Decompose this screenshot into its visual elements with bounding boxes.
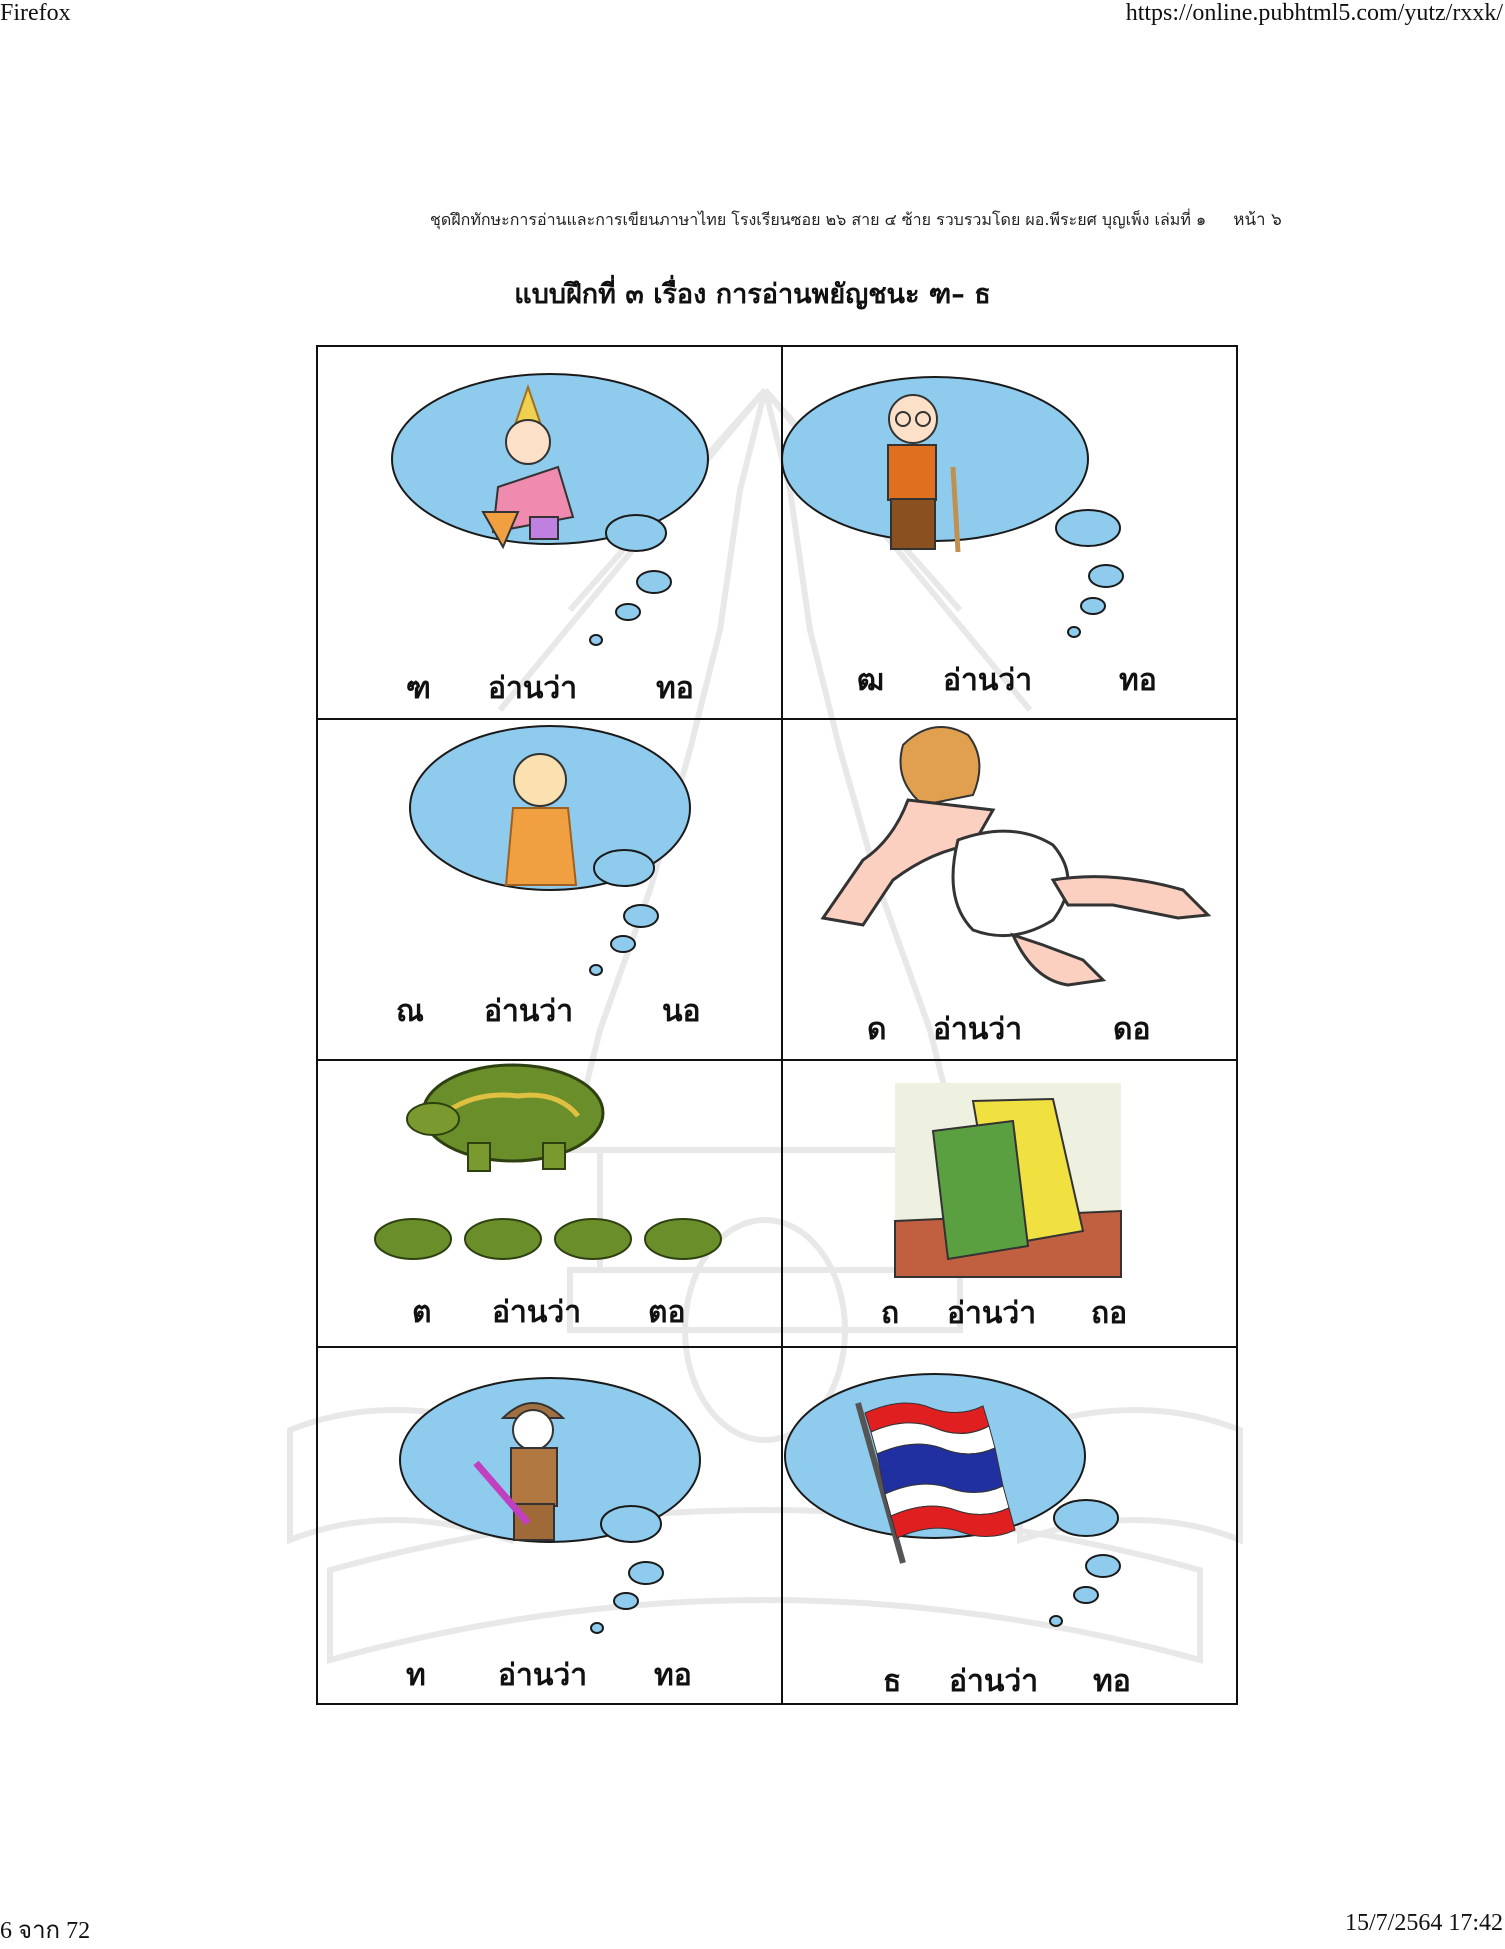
card-letter: ท bbox=[406, 1658, 426, 1693]
card-sound: ดอ bbox=[1113, 1012, 1151, 1047]
card-caption bbox=[783, 1006, 1238, 1052]
print-footer bbox=[0, 1910, 1505, 1944]
card-caption bbox=[318, 1289, 781, 1335]
thai-dancer-icon bbox=[318, 347, 781, 718]
card-letter: ฑ bbox=[406, 671, 431, 706]
document-header bbox=[430, 206, 1280, 233]
card-caption bbox=[783, 1290, 1238, 1336]
card-tho-thong bbox=[783, 1348, 1238, 1705]
print-header bbox=[0, 0, 1505, 34]
card-tho-montho bbox=[318, 347, 781, 718]
card-sound: ทอ bbox=[656, 671, 694, 706]
card-caption bbox=[783, 1658, 1238, 1704]
card-tho-thahan bbox=[318, 1348, 781, 1705]
card-no-nen bbox=[318, 720, 781, 1059]
card-letter: ณ bbox=[396, 994, 424, 1029]
card-sound: ถอ bbox=[1091, 1296, 1128, 1331]
card-caption bbox=[318, 665, 781, 711]
card-letter: ธ bbox=[883, 1664, 902, 1699]
card-reads-as: อ่านว่า bbox=[943, 663, 1033, 698]
browser-name: Firefox bbox=[0, 0, 71, 26]
print-datetime: 15/7/2564 17:42 bbox=[1344, 1910, 1503, 1936]
page-title: แบบฝึกที่ ๓ เรื่อง การอ่านพยัญชนะ ฑ– ธ bbox=[514, 279, 991, 310]
card-sound: ทอ bbox=[1093, 1664, 1131, 1699]
card-to-tao bbox=[318, 1061, 781, 1346]
card-letter: ด bbox=[867, 1012, 887, 1047]
card-reads-as: อ่านว่า bbox=[933, 1012, 1023, 1047]
card-reads-as: อ่านว่า bbox=[947, 1296, 1037, 1331]
card-sound: นอ bbox=[662, 994, 701, 1029]
card-caption bbox=[318, 988, 781, 1034]
card-caption bbox=[783, 657, 1238, 703]
card-caption bbox=[318, 1652, 781, 1698]
card-reads-as: อ่านว่า bbox=[484, 994, 574, 1029]
card-tho-thung bbox=[783, 1061, 1238, 1346]
thai-flag-icon bbox=[783, 1348, 1238, 1705]
card-letter: ฒ bbox=[857, 663, 885, 698]
card-reads-as: อ่านว่า bbox=[498, 1658, 588, 1693]
card-grid bbox=[316, 345, 1238, 1705]
card-reads-as: อ่านว่า bbox=[492, 1295, 582, 1330]
card-reads-as: อ่านว่า bbox=[949, 1664, 1039, 1699]
document-header-line: ชุดฝึกทักษะการอ่านและการเขียนภาษาไทย โรงเรียนซอย ๒๖ สาย ๔ ซ้าย รวบรวมโดย ผอ.พีระยศ บุญเพ็ง เล่มที่ ๑ bbox=[430, 210, 1207, 229]
card-letter: ต bbox=[412, 1295, 432, 1330]
page-counter: 6 จาก 72 bbox=[0, 1918, 91, 1944]
card-sound: ทอ bbox=[654, 1658, 692, 1693]
page-url[interactable]: https://online.pubhtml5.com/yutz/rxxk/ bbox=[1125, 0, 1503, 26]
page-number: หน้า ๖ bbox=[1233, 210, 1282, 230]
card-reads-as: อ่านว่า bbox=[488, 671, 578, 706]
card-tho-phuthao bbox=[783, 347, 1238, 718]
card-letter: ถ bbox=[881, 1296, 900, 1331]
card-sound: ตอ bbox=[648, 1295, 686, 1330]
card-do-dek bbox=[783, 720, 1238, 1059]
card-sound: ทอ bbox=[1119, 663, 1157, 698]
